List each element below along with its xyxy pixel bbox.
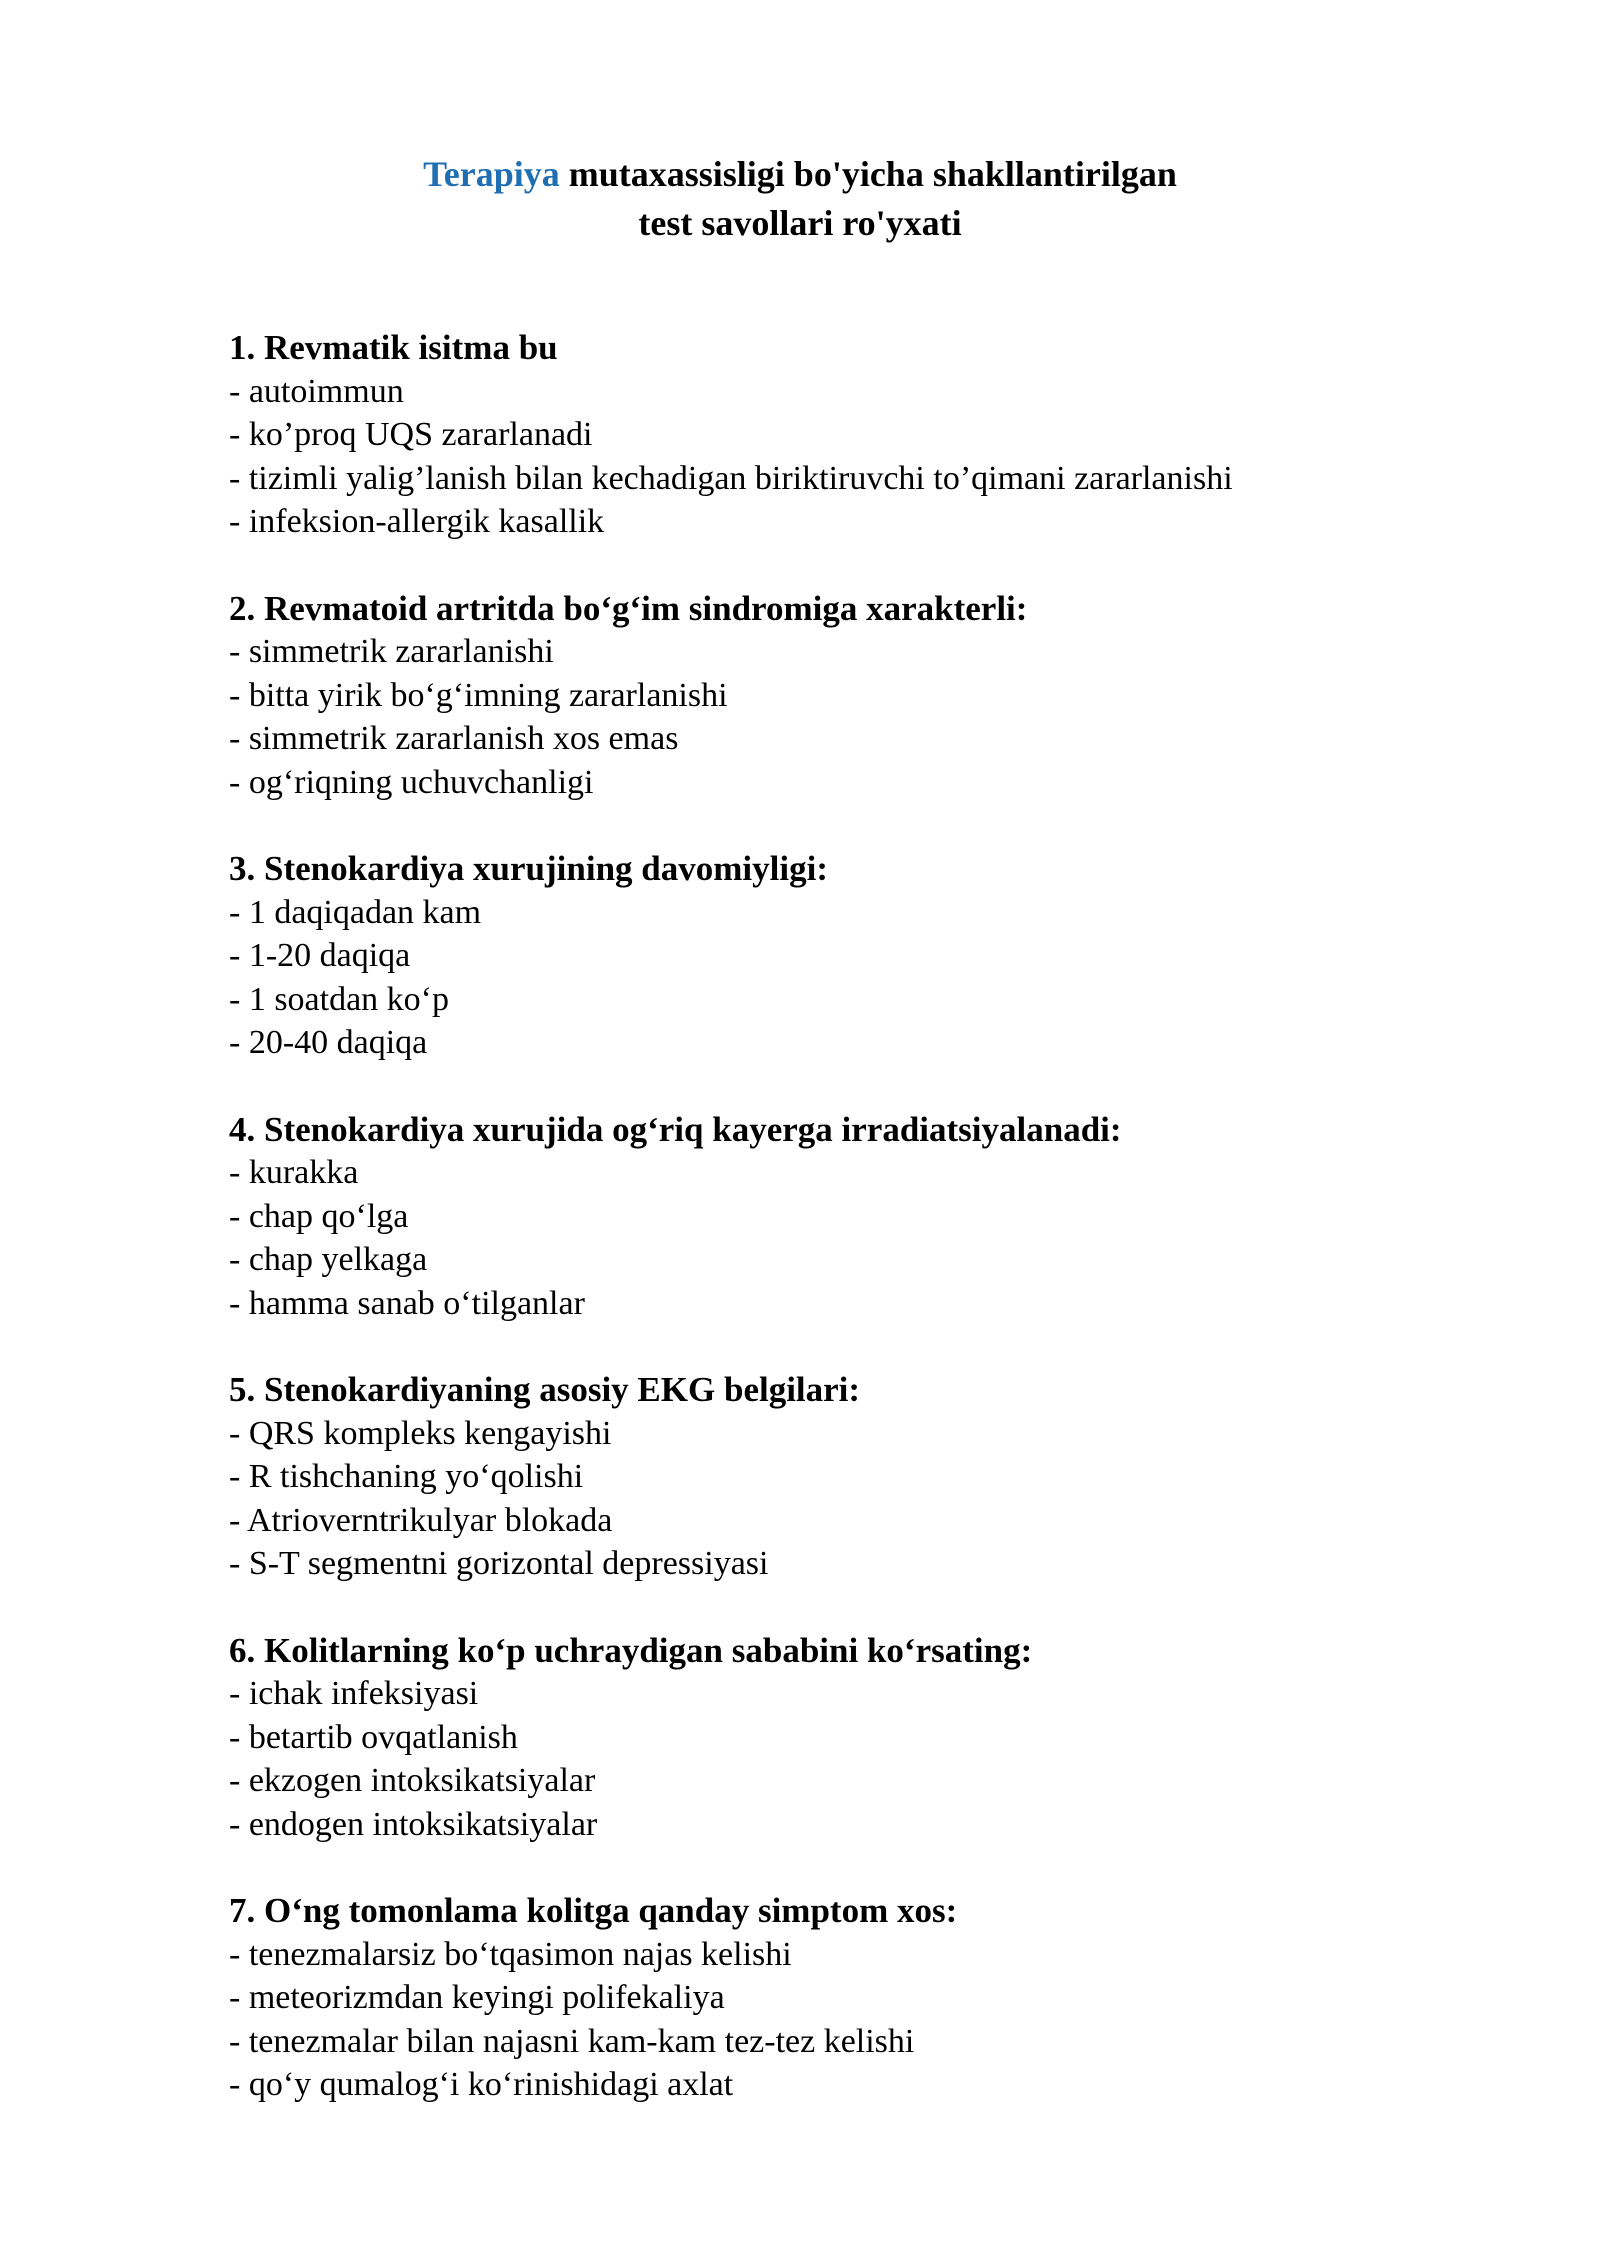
answer-option: - tenezmalarsiz bo‘tqasimon najas kelishi [229,1935,792,1973]
answer-option: - 1-20 daqiqa [229,937,411,974]
answer-option: - simmetrik zararlanishi [229,633,554,670]
question-1 [229,326,1529,544]
answer-option: - ko’proq UQS zararlanadi [229,416,593,453]
question-list [229,326,1529,2150]
question-text: 3. Stenokardiya xurujining davomiyligi: [229,849,828,888]
answer-option: - betartib ovqatlanish [229,1718,518,1756]
answer-option: - meteorizmdan keyingi polifekaliya [229,1979,725,2016]
title-accent-word: Terapiya [423,154,560,194]
answer-option: - 1 daqiqadan kam [229,893,482,931]
answer-option: - og‘riqning uchuvchanligi [229,763,594,801]
question-text: 1. Revmatik isitma bu [229,328,558,367]
answer-option: - bitta yirik bo‘g‘imning zararlanishi [229,676,728,714]
answer-option: - simmetrik zararlanish xos emas [229,720,679,757]
question-6 [229,1629,1529,1847]
question-7 [229,1889,1529,2107]
answer-option: - kurakka [229,1154,359,1191]
question-2 [229,587,1529,805]
title-line-1 [0,150,1600,199]
answer-option: - autoimmun [229,372,404,410]
question-text: 5. Stenokardiyaning asosiy EKG belgilari: [229,1370,861,1409]
question-5 [229,1368,1529,1586]
answer-option: - QRS kompleks kengayishi [229,1414,612,1452]
title-line-1-rest: mutaxassisligi bo'yicha shakllantirilgan [559,154,1177,194]
answer-option: - chap qo‘lga [229,1197,409,1235]
document-title [0,150,1600,248]
answer-option: - R tishchaning yo‘qolishi [229,1458,584,1495]
answer-option: - tenezmalar bilan najasni kam-kam tez-tez kelishi [229,2022,915,2060]
answer-option: - 20-40 daqiqa [229,1024,428,1061]
answer-option: - ekzogen intoksikatsiyalar [229,1762,596,1799]
question-text: 6. Kolitlarning ko‘p uchraydigan sababini ko‘rsating: [229,1630,1033,1670]
answer-option: - qo‘y qumalog‘i ko‘rinishidagi axlat [229,2066,734,2103]
question-3 [229,847,1529,1065]
answer-option: - hamma sanab o‘tilganlar [229,1284,585,1322]
answer-option: - ichak infeksiyasi [229,1675,479,1712]
answer-option: - Atrioverntrikulyar blokada [229,1501,613,1539]
answer-option: - tizimli yalig’lanish bilan kechadigan biriktiruvchi to’qimani zararlanishi [229,459,1233,497]
question-text: 4. Stenokardiya xurujida og‘riq kayerga irradiatsiyalanadi: [229,1109,1122,1149]
question-text: 7. O‘ng tomonlama kolitga qanday simptom xos: [229,1891,958,1930]
title-line-2: test savollari ro'yxati [638,203,962,243]
answer-option: - S-T segmentni gorizontal depressiyasi [229,1545,769,1582]
answer-option: - 1 soatdan ko‘p [229,980,450,1018]
answer-option: - endogen intoksikatsiyalar [229,1805,598,1843]
question-4 [229,1108,1529,1326]
answer-option: - infeksion-allergik kasallik [229,503,605,540]
question-text: 2. Revmatoid artritda bo‘g‘im sindromiga xarakterli: [229,588,1028,628]
answer-option: - chap yelkaga [229,1241,428,1278]
